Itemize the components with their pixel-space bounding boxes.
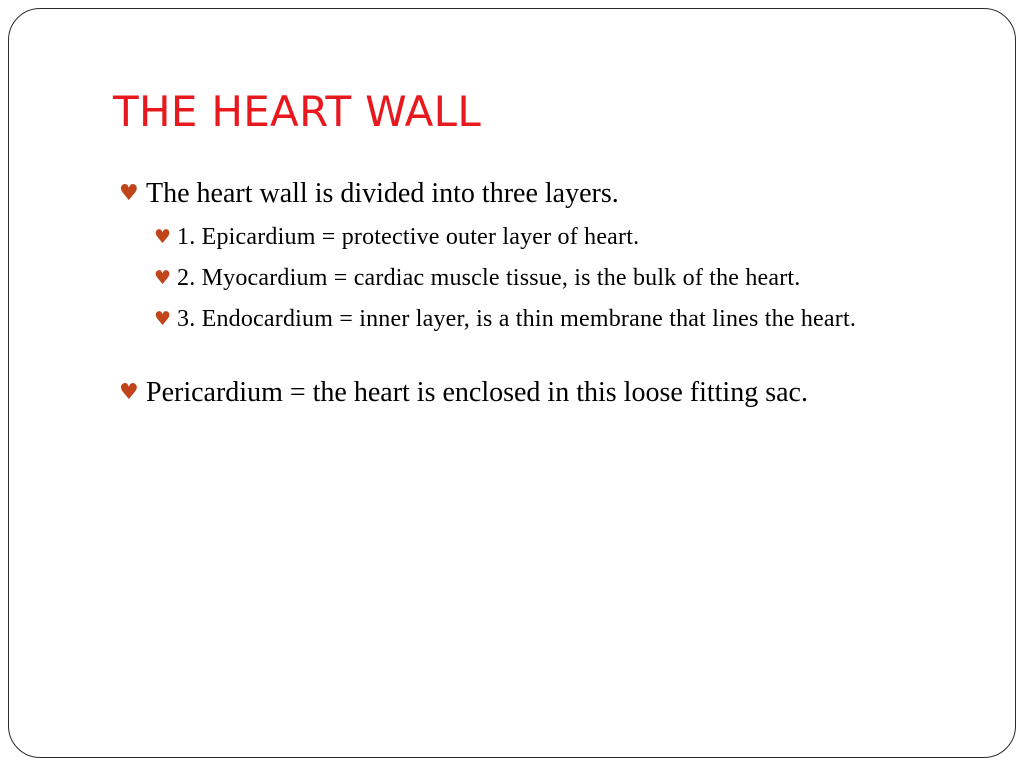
- sub-bullet-point: [148, 258, 973, 299]
- heart-bullet-icon: ♥: [154, 308, 172, 331]
- sub-bullet-text: 3. Endocardium = inner layer, is a thin membrane that lines the heart.: [177, 306, 857, 333]
- heart-bullet-icon: ♥: [119, 380, 139, 406]
- bullet-text: The heart wall is divided into three layers.: [146, 178, 619, 209]
- bullet-text: Pericardium = the heart is enclosed in this loose fitting sac.: [146, 377, 808, 409]
- sub-bullet-list: [146, 217, 973, 341]
- bullet-list: [113, 177, 973, 422]
- bullet-point: [113, 177, 973, 340]
- slide-title: THE HEART WALL: [113, 87, 482, 136]
- heart-bullet-icon: ♥: [119, 181, 139, 206]
- sub-bullet-text: 2. Myocardium = cardiac muscle tissue, is the bulk of the heart.: [177, 264, 801, 291]
- heart-bullet-icon: ♥: [154, 266, 172, 289]
- bullet-point: [113, 376, 973, 410]
- sub-bullet-point: [148, 299, 973, 340]
- sub-bullet-point: [148, 217, 973, 258]
- heart-bullet-icon: ♥: [154, 225, 172, 248]
- slide: [8, 8, 1016, 758]
- sub-bullet-text: 1. Epicardium = protective outer layer of heart.: [177, 223, 640, 250]
